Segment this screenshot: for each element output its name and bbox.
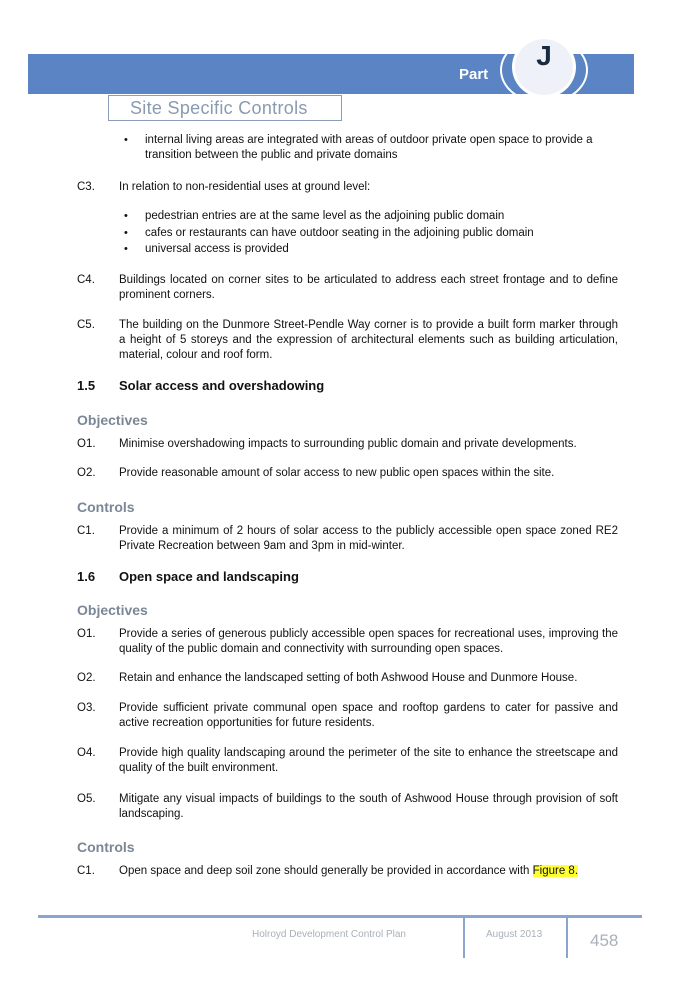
control-number: C4.	[77, 274, 95, 286]
footer-date: August 2013	[486, 929, 543, 940]
bullet-icon: •	[124, 243, 128, 255]
footer-divider	[463, 918, 465, 958]
objective-text: Retain and enhance the landscaped setting of both Ashwood House and Dunmore House.	[119, 672, 578, 684]
part-letter: J	[536, 40, 552, 71]
figure-8-link[interactable]: Figure 8.	[532, 865, 579, 877]
control-number: C1.	[77, 525, 95, 537]
bullet-icon: •	[124, 134, 128, 146]
control-text: In relation to non-residential uses at ground level:	[119, 181, 371, 193]
bullet-icon: •	[124, 227, 128, 239]
objective-text: Provide a series of generous publicly accessible open spaces for recreational uses, improving the quality of the public domain and connectivity with surrounding open spaces.	[119, 628, 618, 655]
objective-number: O1.	[77, 628, 96, 640]
objective-text: Provide high quality landscaping around the perimeter of the site to enhance the streetscape and quality of the built environment.	[119, 747, 618, 774]
page-number: 458	[590, 931, 619, 950]
objective-number: O5.	[77, 793, 96, 805]
objective-number: O1.	[77, 438, 96, 450]
objective-text: Mitigate any visual impacts of buildings to the south of Ashwood House through provision of soft landscaping.	[119, 793, 618, 820]
section-title: Site Specific Controls	[130, 98, 308, 118]
objectives-heading: Objectives	[77, 412, 148, 428]
control-number: C1.	[77, 865, 95, 877]
list-item: internal living areas are integrated with areas of outdoor private open space to provide a transition between the public and private domains	[145, 134, 593, 161]
section-heading: Open space and landscaping	[119, 569, 299, 584]
section-number: 1.6	[77, 569, 96, 584]
footer-rule	[38, 915, 642, 918]
control-text: The building on the Dunmore Street-Pendle Way corner is to provide a built form marker through a height of 5 storeys and the expression of architectural elements such as building articulation, material, colour and roof form.	[119, 319, 618, 361]
objective-number: O3.	[77, 702, 96, 714]
footer-plan-name: Holroyd Development Control Plan	[252, 929, 406, 940]
list-item: pedestrian entries are at the same level as the adjoining public domain	[145, 210, 505, 222]
list-item: universal access is provided	[145, 243, 289, 255]
objective-text: Minimise overshadowing impacts to surrounding public domain and private developments.	[119, 438, 577, 450]
objective-number: O4.	[77, 747, 96, 759]
control-text: Buildings located on corner sites to be articulated to address each street frontage and to define prominent corners.	[119, 274, 618, 301]
objective-number: O2.	[77, 672, 96, 684]
control-number: C3.	[77, 181, 95, 193]
objective-number: O2.	[77, 467, 96, 479]
footer-divider	[566, 918, 568, 958]
objective-text: Provide sufficient private communal open space and rooftop gardens to cater for passive and active recreation opportunities for future residents.	[119, 702, 618, 729]
controls-heading: Controls	[77, 499, 135, 515]
section-number: 1.5	[77, 378, 96, 393]
control-number: C5.	[77, 319, 95, 331]
part-label: Part	[459, 66, 489, 83]
control-text	[119, 864, 618, 879]
controls-heading: Controls	[77, 839, 135, 855]
objectives-heading: Objectives	[77, 602, 148, 618]
list-item: cafes or restaurants can have outdoor seating in the adjoining public domain	[145, 227, 534, 239]
section-heading: Solar access and overshadowing	[119, 378, 325, 393]
control-text: Provide a minimum of 2 hours of solar access to the publicly accessible open space zoned RE2 Private Recreation between 9am and 3pm in mid-winter.	[119, 525, 618, 552]
control-text-body: Open space and deep soil zone should generally be provided in accordance with	[119, 865, 533, 877]
bullet-icon: •	[124, 210, 128, 222]
objective-text: Provide reasonable amount of solar access to new public open spaces within the site.	[119, 467, 555, 479]
